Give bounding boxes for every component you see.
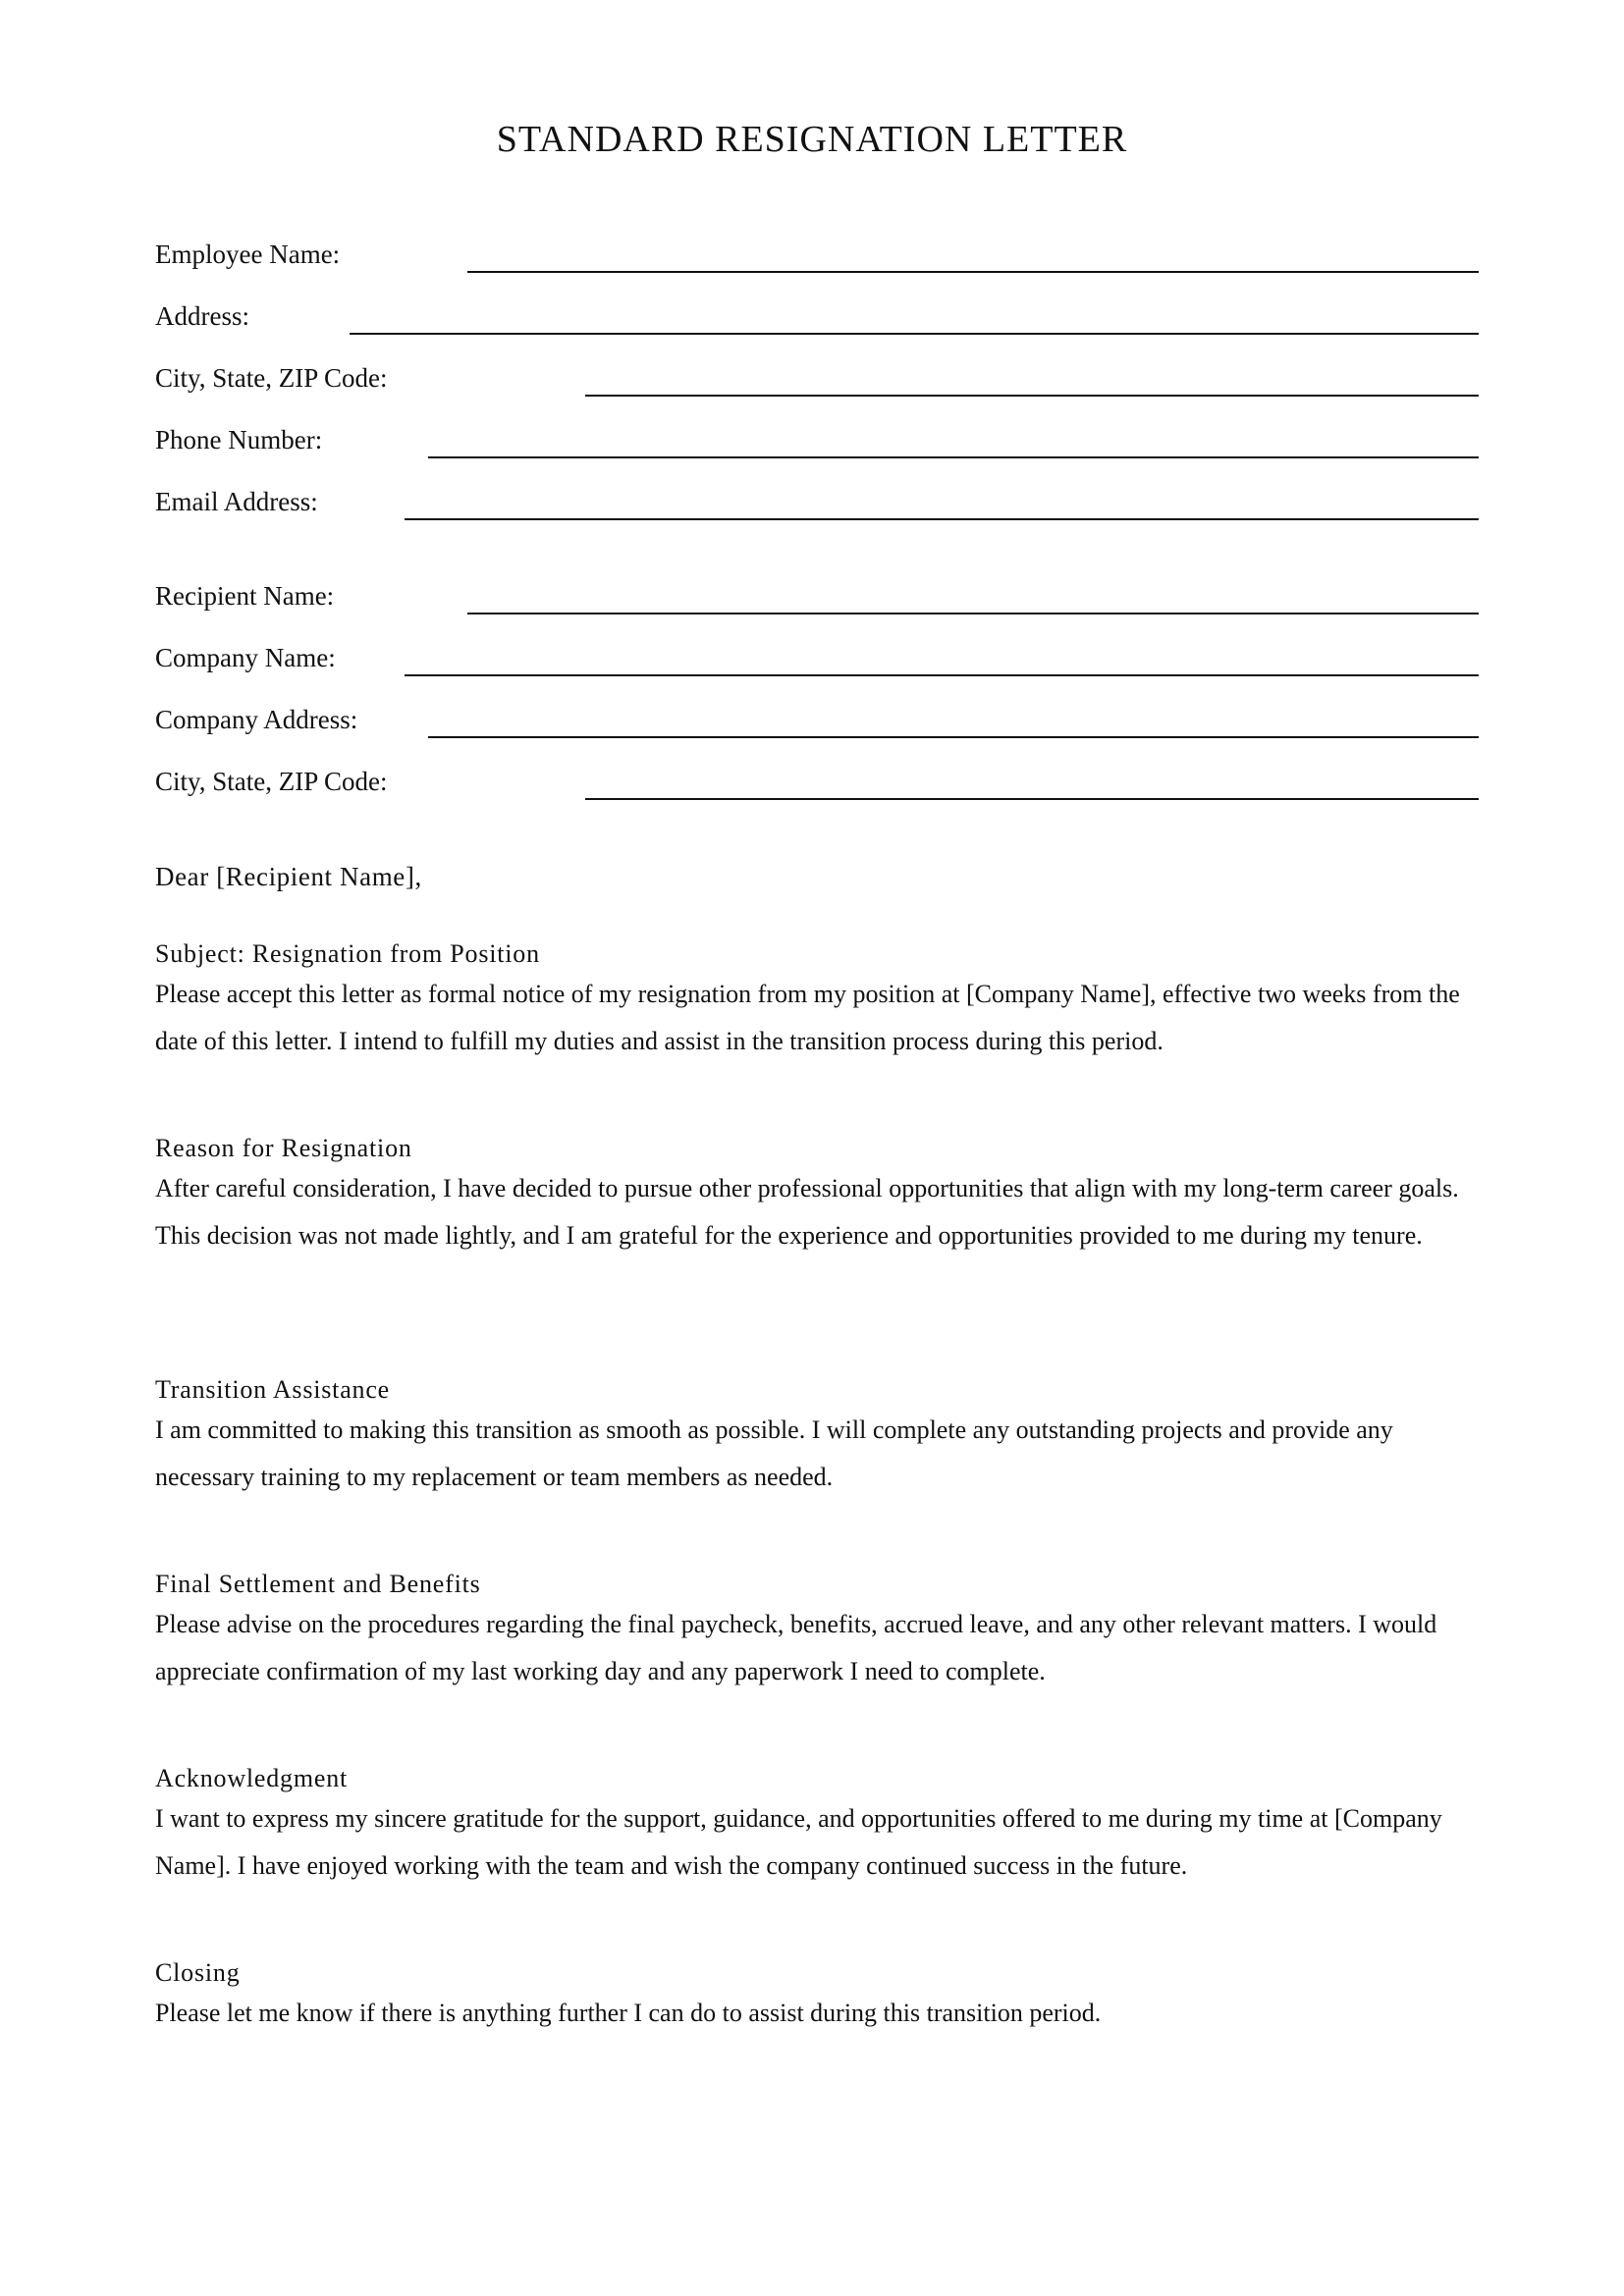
recipient-name-field	[155, 579, 1479, 618]
company-city-state-zip-field	[155, 765, 1479, 804]
section-heading: Final Settlement and Benefits	[155, 1570, 481, 1598]
email-address-input[interactable]	[405, 491, 1479, 520]
address-field	[155, 299, 1479, 339]
section-transition	[155, 1373, 1481, 1501]
section-closing	[155, 1956, 1481, 2037]
section-acknowledgment	[155, 1762, 1481, 1890]
section-heading: Subject: Resignation from Position	[155, 939, 540, 968]
phone-number-field	[155, 423, 1479, 462]
company-address-field	[155, 703, 1479, 742]
employee-city-state-zip-input[interactable]	[585, 367, 1479, 397]
recipient-name-label: Recipient Name:	[155, 581, 335, 611]
company-name-label: Company Name:	[155, 643, 336, 672]
section-final-settlement	[155, 1568, 1481, 1695]
phone-number-label: Phone Number:	[155, 425, 323, 454]
company-address-input[interactable]	[428, 709, 1479, 738]
section-heading: Acknowledgment	[155, 1764, 349, 1792]
email-address-label: Email Address:	[155, 487, 318, 516]
email-address-field	[155, 485, 1479, 524]
address-label: Address:	[155, 301, 249, 331]
section-body: After careful consideration, I have decided to pursue other professional opportunities that align with my long-term career goals. This decision was not made lightly, and I am grateful for the experience and opportunities provided to me during my tenure.	[155, 1174, 1459, 1250]
section-body: I want to express my sincere gratitude for the support, guidance, and opportunities offered to me during my time at [Company Name]. I have enjoyed working with the team and wish the company continued success in the future.	[155, 1804, 1442, 1880]
section-reason	[155, 1132, 1481, 1259]
document-title: STANDARD RESIGNATION LETTER	[496, 119, 1128, 160]
section-body: Please advise on the procedures regarding the final paycheck, benefits, accrued leave, and any other relevant matters. I would appreciate confirmation of my last working day and any paperwork I need to complete.	[155, 1610, 1437, 1685]
company-name-field	[155, 641, 1479, 680]
employee-name-field	[155, 238, 1479, 277]
section-body: Please accept this letter as formal notice of my resignation from my position at [Company Name], effective two weeks from the date of this letter. I intend to fulfill my duties and assist in the transition process during this period.	[155, 980, 1460, 1055]
section-heading: Closing	[155, 1958, 241, 1987]
section-heading: Reason for Resignation	[155, 1134, 412, 1162]
company-city-state-zip-label: City, State, ZIP Code:	[155, 767, 388, 796]
section-subject	[155, 937, 1481, 1065]
recipient-name-input[interactable]	[467, 585, 1479, 614]
company-name-input[interactable]	[405, 647, 1479, 676]
employee-city-state-zip-field	[155, 361, 1479, 400]
employee-city-state-zip-label: City, State, ZIP Code:	[155, 363, 388, 393]
section-body: Please let me know if there is anything further I can do to assist during this transition period.	[155, 1999, 1102, 2027]
phone-number-input[interactable]	[428, 429, 1479, 458]
section-heading: Transition Assistance	[155, 1375, 391, 1404]
employee-name-input[interactable]	[467, 243, 1479, 273]
address-input[interactable]	[350, 305, 1479, 335]
salutation: Dear [Recipient Name],	[155, 862, 422, 891]
employee-name-label: Employee Name:	[155, 240, 341, 269]
section-body: I am committed to making this transition as smooth as possible. I will complete any outstanding projects and provide any necessary training to my replacement or team members as needed.	[155, 1415, 1393, 1491]
company-address-label: Company Address:	[155, 705, 358, 734]
company-city-state-zip-input[interactable]	[585, 771, 1479, 800]
